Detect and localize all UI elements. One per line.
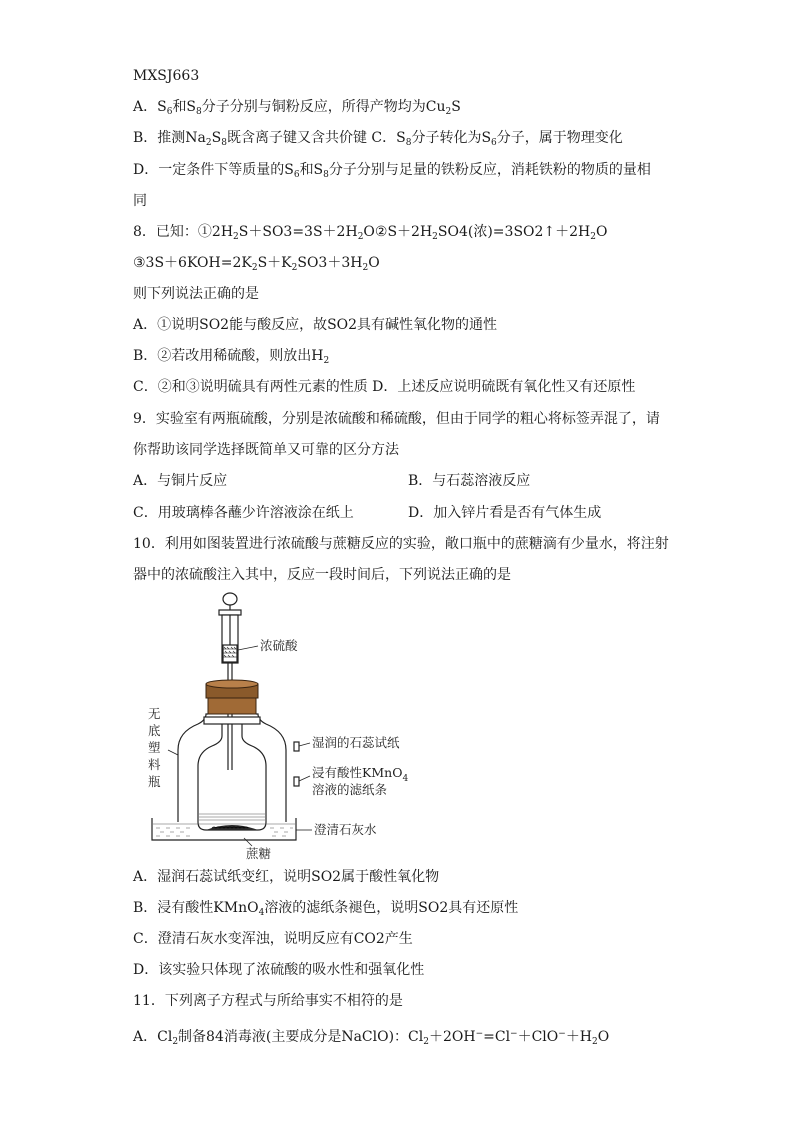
q10-option-b: B．浸有酸性KMnO$_4$溶液的滤纸条褪色，说明SO2具有还原性 [133,900,519,918]
label-sugar: 蔗糖 [246,846,272,861]
q10-option-c: C．澄清石灰水变浑浊，说明反应有CO2产生 [133,931,413,947]
q7-option-d-cont: 同 [133,193,147,209]
q10-option-d: D．该实验只体现了浓硫酸的吸水性和强氧化性 [133,962,425,978]
label-kmno4-line2: 溶液的滤纸条 [312,782,388,797]
label-litmus: 湿润的石蕊试纸 [312,735,400,750]
apparatus-diagram [140,590,420,862]
q10-stem: 10．利用如图装置进行浓硫酸与蔗糖反应的实验，敞口瓶中的蔗糖滴有少量水，将注射 [133,536,669,552]
q11-option-a: A．$Cl_2$制备84消毒液(主要成分是NaClO)：$Cl_2+2OH^-=Cl^-+ClO^-+H_2O$ [133,1029,610,1047]
q9-option-a: A．与铜片反应 [133,473,228,489]
q7-option-a: A．$S_6$和$S_8$分子分别与铜粉反应，所得产物均为$Cu_2S$ [133,99,461,117]
q8-equation-3: $③3S+6KOH=2K_2S+K_2SO3+3H_2O$ [133,255,380,273]
q9-stem: 9．实验室有两瓶硫酸，分别是浓硫酸和稀硫酸，但由于同学的粗心将标签弄混了，请 [133,411,660,427]
q9-stem-cont: 你帮助该同学选择既简单又可靠的区分方法 [133,442,399,458]
q7-option-d: D．一定条件下等质量的$S_6$和$S_8$分子分别与足量的铁粉反应，消耗铁粉的物质的量相 [133,162,651,180]
q8-stem: 8．已知：$①2H_2S+SO3=3S+2H_2O②S+2H_2SO4$(浓)$=3SO2↑+2H_2O$ [133,224,608,242]
q9-option-d: D．加入锌片看是否有气体生成 [408,505,602,521]
label-bottle-3: 塑 [148,740,161,755]
q10-stem-cont: 器中的浓硫酸注入其中，反应一段时间后，下列说法正确的是 [133,567,511,583]
q8-option-c-d: C．②和③说明硫具有两性元素的性质 D．上述反应说明硫既有氧化性又有还原性 [133,379,636,395]
doc-code: MXSJ663 [133,68,200,84]
q10-option-a: A．湿润石蕊试纸变红，说明SO2属于酸性氧化物 [133,869,440,885]
q9-option-b: B．与石蕊溶液反应 [408,473,531,489]
q8-option-a: A．①说明SO2能与酸反应，故SO2具有碱性氧化物的通性 [133,317,498,333]
apparatus-figure [140,590,420,862]
label-acid: 浓硫酸 [260,638,298,653]
label-bottle-2: 底 [148,723,161,738]
q11-stem: 11．下列离子方程式与所给事实不相符的是 [133,993,403,1009]
label-bottle-4: 料 [148,757,161,772]
q7-option-b-c: B．推测$Na_2S_8$既含离子键又含共价键 C．$S_8$分子转化为$S_6$分子，属于物理变化 [133,130,623,148]
syringe-knob [223,593,237,605]
label-limewater: 澄清石灰水 [314,822,377,837]
q8-prompt: 则下列说法正确的是 [133,286,259,302]
label-bottle-1: 无 [148,706,161,721]
q9-option-c: C．用玻璃棒各蘸少许溶液涂在纸上 [133,505,354,521]
q8-option-b: B．②若改用稀硫酸，则放出$H_2$ [133,348,330,366]
label-kmno4-line1: 浸有酸性KMnO$_4$ [312,765,409,784]
label-bottle-5: 瓶 [148,774,161,789]
